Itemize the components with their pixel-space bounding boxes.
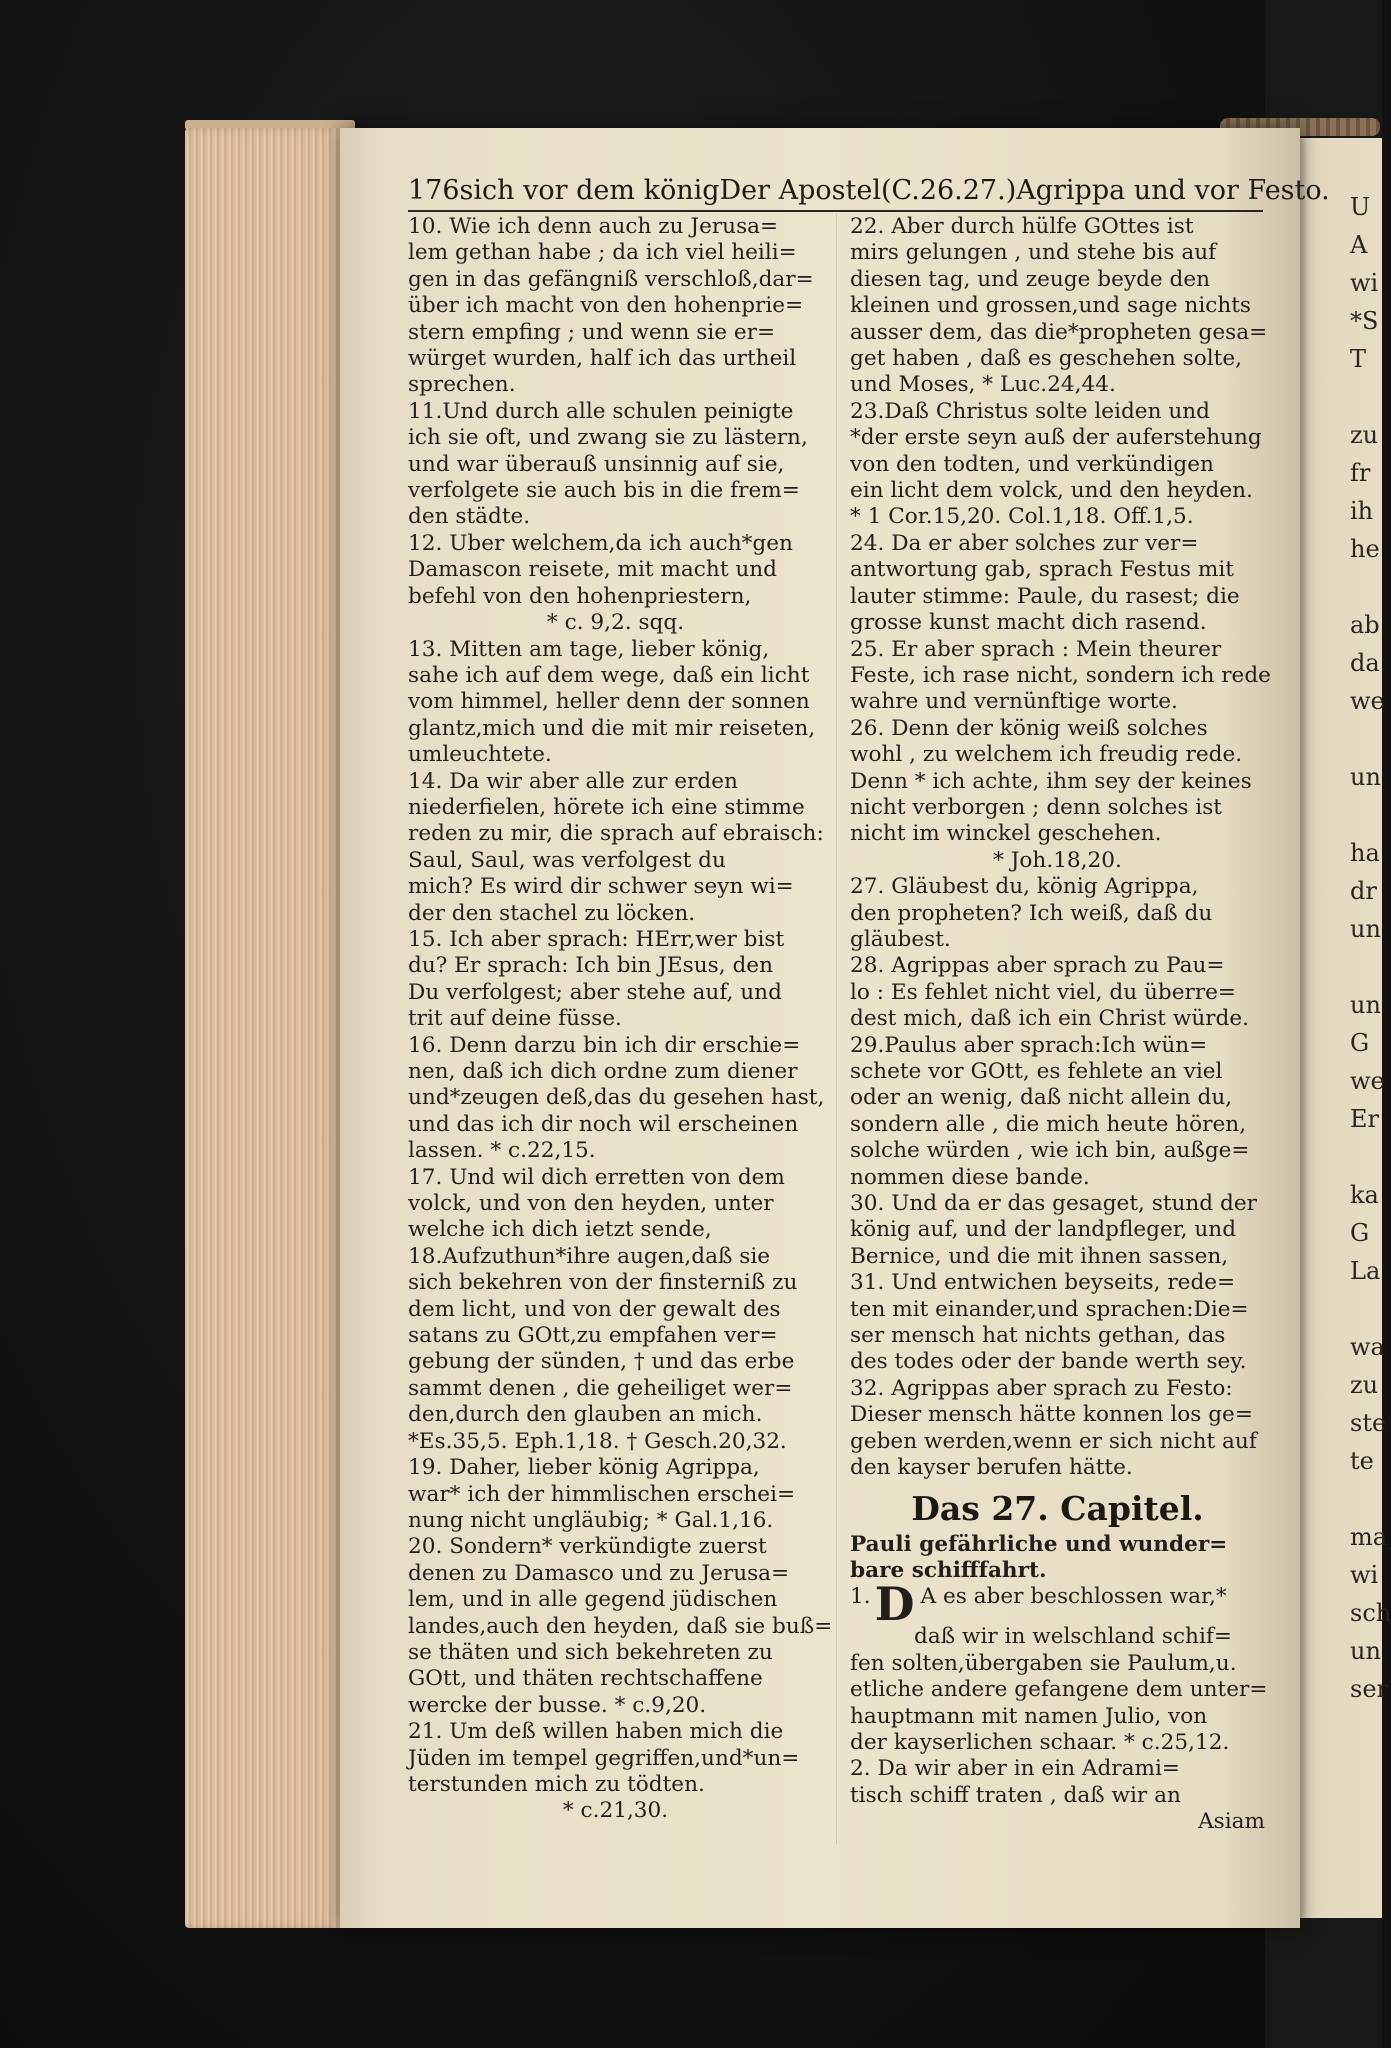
text-line: von den todten, und verkündigen [850, 451, 1214, 477]
text-line: get haben , daß es geschehen solte, [850, 346, 1242, 372]
text-line: antwortung gab, sprach Festus mit [850, 557, 1234, 583]
text-line: 28. Agrippas aber sprach zu Pau= [850, 953, 1225, 979]
text-line: 30. Und da er das gesaget, stund der [850, 1191, 1257, 1217]
text-line: wahre und vernünftige worte. [850, 689, 1178, 715]
text-line: wercke der busse. * c.9,20. [408, 1692, 707, 1718]
text-line: reden zu mir, die sprach auf ebraisch: [408, 821, 824, 847]
text-line: 31. Und entwichen beyseits, rede= [850, 1270, 1236, 1296]
facing-page-text: U A wi *S T zu fr ih he ab da we un ha dr un un G we Er ka G La wa zu ste te ma wi sch un ser [1350, 193, 1391, 1703]
text-line: volck, und von den heyden, unter [408, 1191, 774, 1217]
running-head-chapter-ref: (C.26.27.) [881, 175, 1017, 206]
text-line: lauter stimme: Paule, du rasest; die [850, 583, 1240, 609]
text-line: Saul, Saul, was verfolgest du [408, 847, 726, 873]
facing-page-fragment [1298, 138, 1391, 1918]
text-line: gläubest. [850, 926, 951, 952]
text-line: Bernice, und die mit ihnen sassen, [850, 1243, 1229, 1269]
text-line: des todes oder der bande werth sey. [850, 1349, 1247, 1375]
text-line: sahe ich auf dem wege, daß ein licht [408, 662, 810, 688]
running-head-right: Agrippa und vor Festo. [1016, 175, 1330, 206]
text-line: * Joh.18,20. [993, 847, 1122, 873]
text-line: könig auf, und der landpfleger, und [850, 1217, 1237, 1243]
text-line: nicht im winckel geschehen. [850, 821, 1162, 847]
page-number: 176 [408, 175, 460, 206]
text-line: nicht verborgen ; denn solches ist [850, 794, 1222, 820]
text-line: GOtt, und thäten rechtschaffene [408, 1666, 763, 1692]
page-block-fore-edge [185, 128, 350, 1928]
text-line: schete vor GOtt, es fehlete an viel [850, 1059, 1223, 1084]
text-line: Pauli gefährliche und wunder= [850, 1531, 1228, 1557]
text-line: lem, und in alle gegend jüdischen [408, 1587, 778, 1613]
text-line: lo : Es fehlet nicht viel, du überre= [850, 979, 1237, 1005]
text-line: den städte. [408, 504, 531, 530]
text-line: * c.21,30. [562, 1798, 669, 1824]
text-line: Damascon reisete, mit macht und [408, 557, 777, 583]
text-line: *der erste seyn auß der auferstehung [850, 425, 1262, 451]
text-line: ser mensch hat nichts gethan, das [850, 1323, 1226, 1349]
text-line: würget wurden, half ich das urtheil [408, 346, 797, 372]
text-line: hauptmann mit namen Julio, von [850, 1703, 1208, 1729]
text-line: mirs gelungen , und stehe bis auf [850, 240, 1217, 266]
text-line: war* ich der himmlischen erschei= [408, 1481, 796, 1507]
running-head [408, 175, 1330, 212]
text-line: glantz,mich und die mit mir reiseten, [408, 715, 816, 741]
text-line: nung nicht ungläubig; * Gal.1,16. [408, 1507, 774, 1533]
right-column-verses [850, 214, 1271, 1482]
column-divider [836, 214, 837, 1844]
text-line: und Moses, * Luc.24,44. [850, 372, 1116, 398]
verse-1-number: 1. [850, 1584, 871, 1610]
running-head-center: Der Apostel [719, 175, 881, 206]
text-line: Denn * ich achte, ihm sey der keines [850, 768, 1252, 794]
text-line: 18.Aufzuthun*ihre augen,daß sie [408, 1243, 771, 1269]
text-line: umleuchtete. [408, 742, 552, 768]
text-line: etliche andere gefangene dem unter= [850, 1677, 1268, 1703]
text-line: * c. 9,2. sqq. [546, 610, 685, 636]
text-line: ich sie oft, und zwang sie zu lästern, [408, 425, 808, 451]
text-line: trit auf deine füsse. [408, 1006, 622, 1032]
text-line: gen in das gefängniß verschloß,dar= [408, 266, 814, 292]
text-line: ausser dem, das die*propheten gesa= [850, 319, 1268, 345]
text-line: befehl von den hohenpriestern, [408, 583, 752, 609]
text-line: 25. Er aber sprach : Mein theurer [850, 636, 1222, 662]
text-line: geben werden,wenn er sich nicht auf [850, 1428, 1257, 1454]
text-line: fen solten,übergaben sie Paulum,u. [850, 1650, 1237, 1676]
text-line: der kayserlichen schaar. * c.25,12. [850, 1729, 1230, 1755]
text-line: stern empfing ; und wenn sie er= [408, 319, 776, 345]
text-line: 22. Aber durch hülfe GOttes ist [850, 214, 1194, 239]
text-line: 32. Agrippas aber sprach zu Festo: [850, 1375, 1233, 1401]
text-line: 2. Da wir aber in ein Adrami= [850, 1756, 1180, 1782]
text-line: sondern alle , die mich heute hören, [850, 1111, 1247, 1137]
text-line: satans zu GOtt,zu empfahen ver= [408, 1323, 778, 1349]
text-line: 15. Ich aber sprach: HErr,wer bist [408, 926, 785, 952]
text-line: Jüden im tempel gegriffen,und*un= [408, 1745, 800, 1771]
text-line: *Es.35,5. Eph.1,18. † Gesch.20,32. [408, 1428, 787, 1454]
text-line: solche würden , wie ich bin, außge= [850, 1138, 1250, 1164]
text-line: nommen diese bande. [850, 1164, 1090, 1190]
text-line: nen, daß ich dich ordne zum diener [408, 1059, 798, 1084]
text-line: und war überauß unsinnig auf sie, [408, 451, 785, 477]
text-line: 21. Um deß willen haben mich die [408, 1719, 784, 1745]
text-line: du? Er sprach: Ich bin JEsus, den [408, 953, 773, 979]
left-column [408, 214, 833, 1825]
text-line: über ich macht von den hohenprie= [408, 293, 804, 319]
text-line: oder an wenig, daß nicht allein du, [850, 1085, 1233, 1111]
text-line: Feste, ich rase nicht, sondern ich rede [850, 662, 1271, 688]
text-line: sammt denen , die geheiliget wer= [408, 1375, 793, 1401]
text-line: sprechen. [408, 372, 516, 398]
text-line: dest mich, daß ich ein Christ würde. [850, 1006, 1250, 1032]
text-line: der den stachel zu löcken. [408, 900, 696, 926]
text-line: ten mit einander,und sprachen:Die= [850, 1296, 1249, 1322]
text-line: se thäten und sich bekehreten zu [408, 1639, 773, 1665]
catchword: Asiam [1198, 1809, 1265, 1835]
text-line: den,durch den glauben an mich. [408, 1402, 763, 1428]
text-line: 11.Und durch alle schulen peinigte [408, 398, 794, 424]
drop-initial: D [874, 1577, 915, 1632]
text-line: 17. Und wil dich erretten von dem [408, 1164, 785, 1190]
text-line: und*zeugen deß,das du gesehen hast, [408, 1085, 825, 1111]
text-line: lem gethan habe ; da ich viel heili= [408, 240, 797, 266]
text-line: gebung der sünden, † und das erbe [408, 1349, 795, 1375]
right-column [850, 214, 1271, 1836]
book-page [340, 128, 1330, 1928]
running-head-left: sich vor dem könig [459, 175, 720, 206]
text-line: 26. Denn der könig weiß solches [850, 715, 1208, 741]
text-line: niederfielen, hörete ich eine stimme [408, 794, 805, 820]
text-line: diesen tag, und zeuge beyde den [850, 266, 1211, 292]
text-line: wohl , zu welchem ich freudig rede. [850, 742, 1243, 768]
text-line: den propheten? Ich weiß, daß du [850, 900, 1213, 926]
text-columns [408, 214, 1271, 1854]
text-line: * 1 Cor.15,20. Col.1,18. Off.1,5. [850, 504, 1194, 530]
text-line: mich? Es wird dir schwer seyn wi= [408, 874, 794, 900]
text-line: 13. Mitten am tage, lieber könig, [408, 636, 770, 662]
text-line: 16. Denn darzu bin ich dir erschie= [408, 1032, 801, 1058]
chapter-heading: Das 27. Capitel. [911, 1488, 1204, 1528]
text-line: den kayser berufen hätte. [850, 1455, 1133, 1481]
right-column-chapter-27 [850, 1650, 1268, 1809]
text-line: 10. Wie ich denn auch zu Jerusa= [408, 214, 779, 239]
text-line: vom himmel, heller denn der sonnen [408, 689, 810, 715]
text-line: 20. Sondern* verkündigte zuerst [408, 1534, 767, 1560]
text-line: 29.Paulus aber sprach:Ich wün= [850, 1032, 1208, 1058]
text-line: 14. Da wir aber alle zur erden [408, 768, 738, 794]
text-line: sich bekehren von der finsterniß zu [408, 1270, 798, 1296]
text-line: 19. Daher, lieber könig Agrippa, [408, 1455, 760, 1481]
text-line: grosse kunst macht dich rasend. [850, 610, 1207, 636]
text-line: 27. Gläubest du, könig Agrippa, [850, 874, 1199, 900]
text-line: welche ich dich ietzt sende, [408, 1217, 712, 1243]
verse-1-first: A es aber beschlossen war,* [920, 1584, 1227, 1610]
text-line: landes,auch den heyden, daß sie buß= [408, 1613, 833, 1639]
text-line: dem licht, und von der gewalt des [408, 1296, 781, 1322]
verse-1-line-2: daß wir in welschland schif= [914, 1624, 1232, 1650]
text-line: bare schifffahrt. [850, 1557, 1047, 1583]
text-line: verfolgete sie auch bis in die frem= [408, 478, 800, 504]
text-line: Dieser mensch hätte konnen los ge= [850, 1402, 1253, 1428]
text-line: lassen. * c.22,15. [408, 1138, 596, 1164]
text-line: 23.Daß Christus solte leiden und [850, 398, 1210, 424]
text-line: ein licht dem volck, und den heyden. [850, 478, 1253, 504]
verse-1-line-1 [850, 1577, 1265, 1632]
text-line: 12. Uber welchem,da ich auch*gen [408, 530, 793, 556]
text-line: denen zu Damasco und zu Jerusa= [408, 1560, 790, 1586]
text-line: Du verfolgest; aber stehe auf, und [408, 979, 782, 1005]
text-line: tisch schiff traten , daß wir an [850, 1782, 1181, 1808]
text-line: und das ich dir noch wil erscheinen [408, 1111, 799, 1137]
text-line: terstunden mich zu tödten. [408, 1771, 705, 1797]
text-line: kleinen und grossen,und sage nichts [850, 293, 1251, 319]
text-line: 24. Da er aber solches zur ver= [850, 530, 1199, 556]
